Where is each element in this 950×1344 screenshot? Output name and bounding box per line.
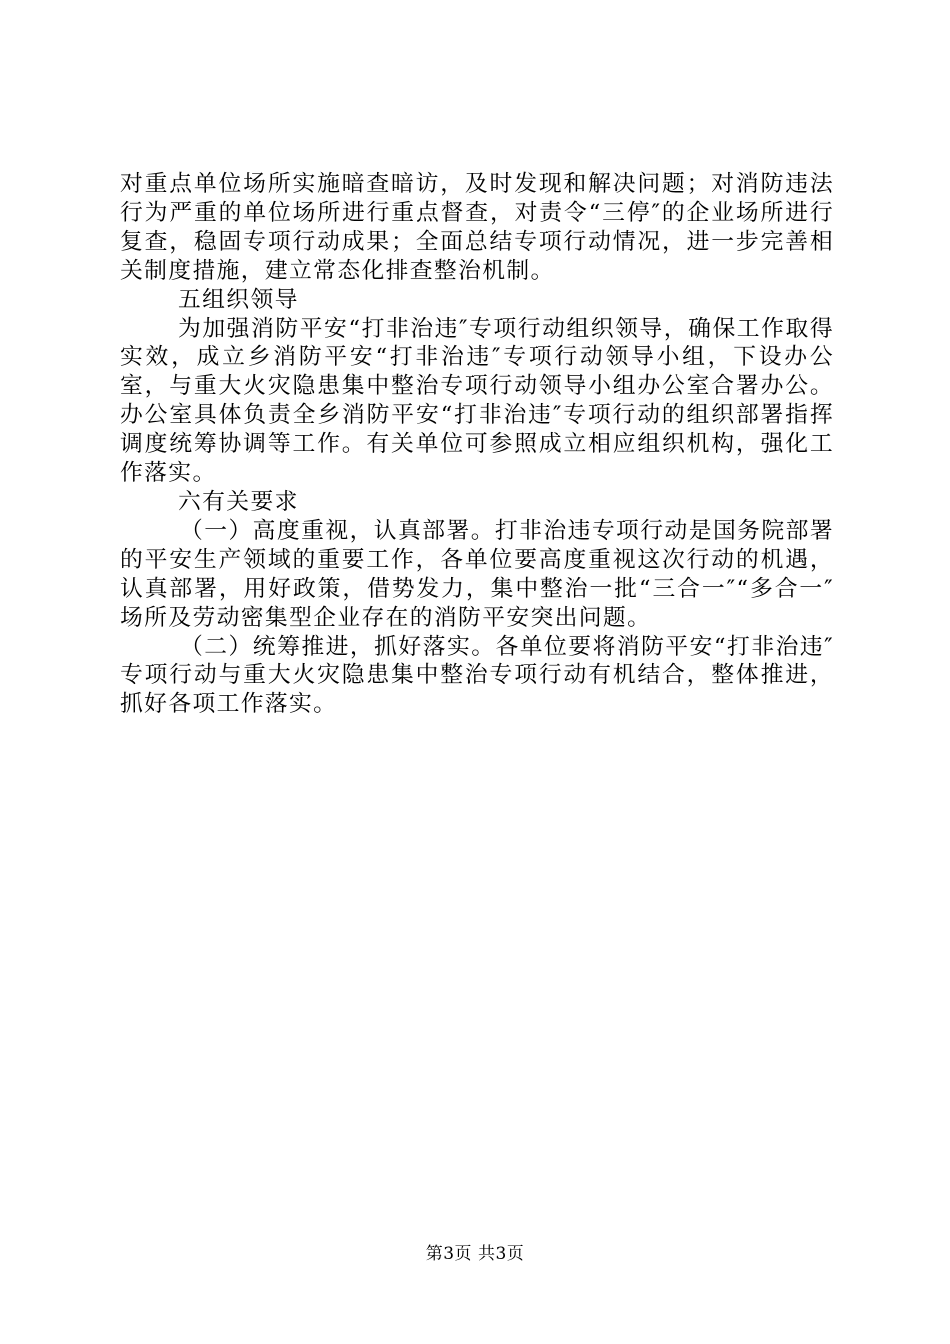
paragraph-requirement-two: （二）统筹推进，抓好落实。各单位要将消防平安“打非治违″专项行动与重大火灾隐患集中整治专项行动有机结合，整体推进，抓好各项工作落实。 — [120, 633, 834, 718]
paragraph-requirement-one: （一）高度重视，认真部署。打非治违专项行动是国务院部署的平安生产领域的重要工作，各单位要高度重视这次行动的机遇，认真部署，用好政策，借势发力，集中整治一批“三合一″“多合一″场所及劳动密集型企业存在的消防平安突出问题。 — [120, 517, 834, 631]
section-heading-leadership: 五组织领导 — [178, 286, 299, 313]
paragraph-leadership: 为加强消防平安“打非治违″专项行动组织领导，确保工作取得实效，成立乡消防平安“打非治违″专项行动领导小组，下设办公室，与重大火灾隐患集中整治专项行动领导小组办公室合署办公。办公室具体负责全乡消防平安“打非治违″专项行动的组织部署指挥调度统筹协调等工作。有关单位可参照成立相应组织机构，强化工作落实。 — [120, 315, 834, 487]
paragraph-continuation: 对重点单位场所实施暗查暗访，及时发现和解决问题；对消防违法行为严重的单位场所进行重点督查，对责令“三停″的企业场所进行复查，稳固专项行动成果；全面总结专项行动情况，进一步完善相关制度措施，建立常态化排查整治机制。 — [120, 171, 834, 284]
section-heading-requirements: 六有关要求 — [178, 488, 299, 515]
document-body — [120, 170, 834, 719]
page-number-footer: 第3页 共3页 — [425, 1244, 525, 1264]
